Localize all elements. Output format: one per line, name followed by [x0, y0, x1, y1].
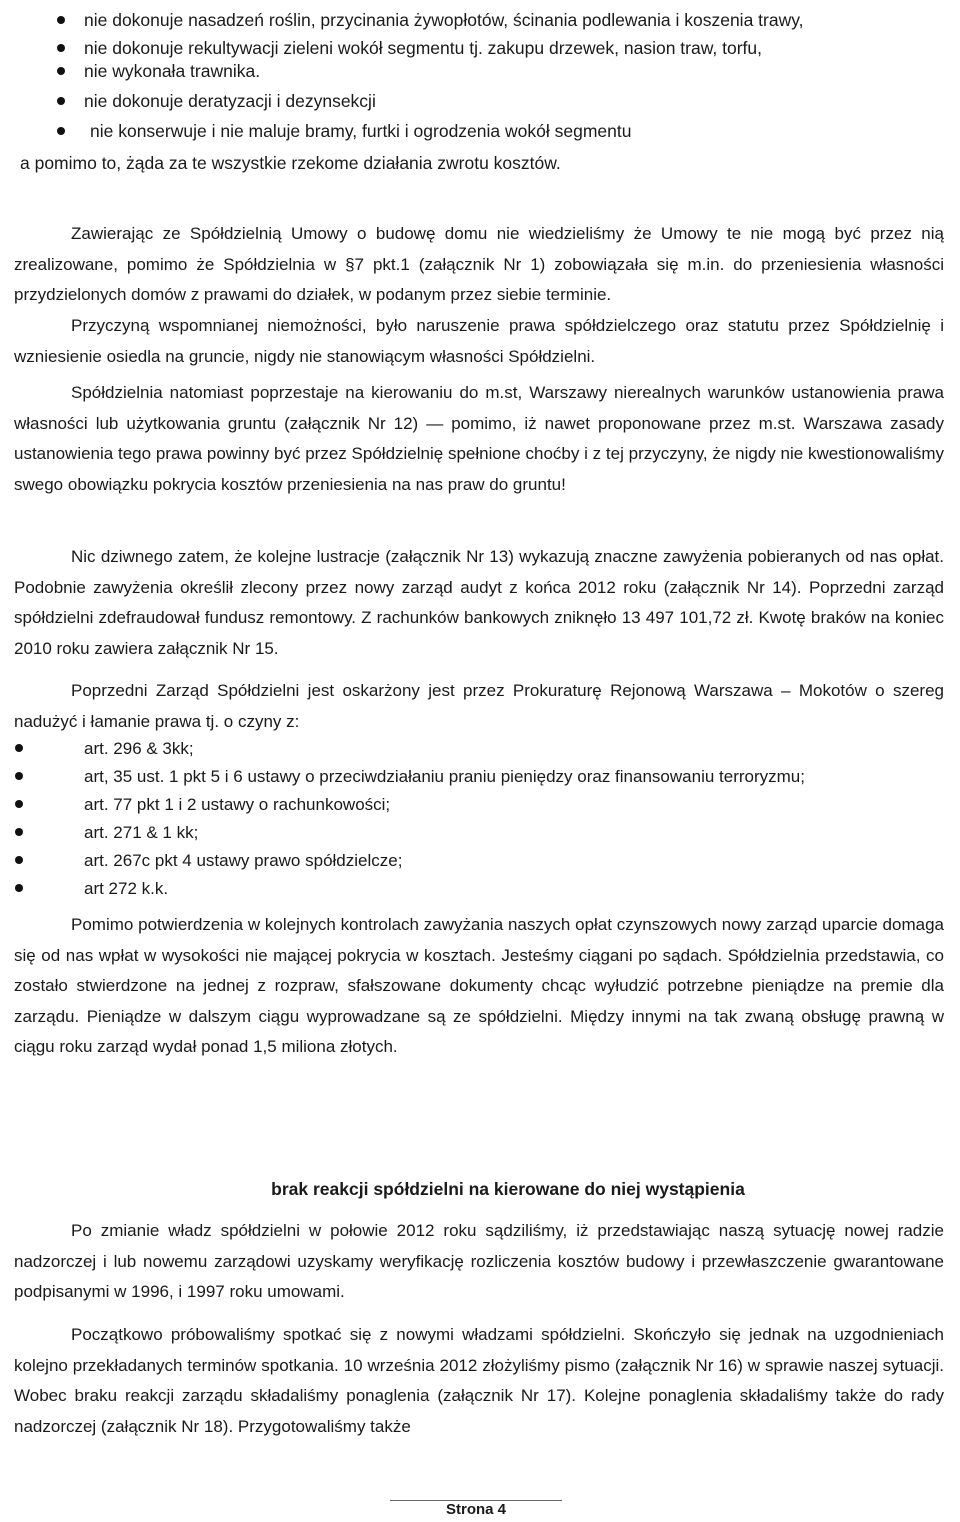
bullet-icon [57, 67, 65, 75]
paragraph-fees: Pomimo potwierdzenia w kolejnych kontrolach zawyżania naszych opłat czynszowych nowy zarząd uparcie domaga się od nas wpłat w wysokości nie mającej pokrycia w kosztach. Jesteśmy ciągani po sądach. Spółdzielnia przedstawia, co zostało stwierdzone na jednej z rozpraw, sfałszowane dokumenty chcąc wyłudzić potrzebne pieniądze na premie dla zarządu. Pieniądze w dalszym ciągu wyprowadzane są ze spółdzielni. Między innymi na tak zwaną obsługę prawną w ciągu roku zarząd wydał ponad 1,5 miliona złotych. [14, 915, 944, 1056]
page-number: Strona 4 [445, 1501, 506, 1518]
bullet-icon [15, 856, 23, 864]
list-continuation-text: a pomimo to, żąda za te wszystkie rzekome działania zwrotu kosztów. [20, 153, 561, 173]
bullet-icon [15, 744, 23, 752]
paragraph-meetings: Początkowo próbowaliśmy spotkać się z nowymi władzami spółdzielni. Skończyło się jednak na uzgodnieniach kolejno przekładanych terminów spotkania. 10 września 2012 złożyliśmy pismo (załącznik Nr 16) w sprawie naszej sytuacji. Wobec braku reakcji zarządu składaliśmy ponaglenia (załącznik Nr 17). Kolejne ponaglenia składaliśmy także do rady nadzorczej (załącznik Nr 18). Przygotowaliśmy także [14, 1325, 944, 1436]
list-item-text: art 272 k.k. [84, 879, 169, 898]
bullet-icon [15, 800, 23, 808]
bullet-icon [15, 772, 23, 780]
bullet-icon [15, 884, 23, 892]
list-item-text: nie dokonuje rekultywacji zieleni wokół segmentu tj. zakupu drzewek, nasion traw, torfu, [84, 38, 762, 58]
list-item-text: nie konserwuje i nie maluje bramy, furtki i ogrodzenia wokół segmentu [90, 121, 632, 141]
paragraph-impossibility: Przyczyną wspomnianej niemożności, było naruszenie prawa spółdzielczego oraz statutu przez Spółdzielnię i wzniesienie osiedla na gruncie, nigdy nie stanowiącym własności Spółdzielni. [14, 316, 944, 366]
list-item-text: art. 77 pkt 1 i 2 ustawy o rachunkowości; [84, 795, 391, 814]
list-item-text: art. 271 & 1 kk; [84, 823, 199, 842]
paragraph-new-authorities: Po zmianie władz spółdzielni w połowie 2012 roku sądziliśmy, iż przedstawiając naszą sytuację nowej radzie nadzorczej i lub nowemu zarządowi uzyskamy weryfikację rozliczenia kosztów budowy i przewłaszczenie gwarantowane podpisanymi w 1996, i 1997 roku umowami. [14, 1221, 944, 1301]
list-item-text: art, 35 ust. 1 pkt 5 i 6 ustawy o przeciwdziałaniu praniu pieniędzy oraz finansowaniu terroryzmu; [84, 767, 805, 786]
paragraph-land-rights: Spółdzielnia natomiast poprzestaje na kierowaniu do m.st, Warszawy nierealnych warunków ustanowienia prawa własności lub użytkowania gruntu (załącznik Nr 12) — pomimo, iż nawet proponowane przez m.st. Warszawa zasady ustanowienia tego prawa powinny być przez Spółdzielnię spełnione choćby i z tej przyczyny, że nigdy nie kwestionowaliśmy swego obowiązku pokrycia kosztów przeniesienia na nas praw do gruntu! [14, 383, 944, 494]
bullet-icon [57, 44, 65, 52]
list-item-text: art. 267c pkt 4 ustawy prawo spółdzielcze; [84, 851, 403, 870]
paragraph-audits: Nic dziwnego zatem, że kolejne lustracje (załącznik Nr 13) wykazują znaczne zawyżenia pobieranych od nas opłat. Podobnie zawyżenia określił zlecony przez nowy zarząd audyt z końca 2012 roku (załącznik Nr 14). Poprzedni zarząd spółdzielni zdefraudował fundusz remontowy. Z rachunków bankowych zniknęło 13 497 101,72 zł. Kwotę braków na koniec 2010 roku zawiera załącznik Nr 15. [14, 547, 944, 658]
list-item-text: nie dokonuje deratyzacji i dezynsekcji [84, 91, 376, 111]
bullet-icon [57, 127, 65, 135]
paragraph-contracts: Zawierając ze Spółdzielnią Umowy o budowę domu nie wiedzieliśmy że Umowy te nie mogą być przez nią zrealizowane, pomimo że Spółdzielnia w §7 pkt.1 (załącznik Nr 1) zobowiązała się m.in. do przeniesienia własności przydzielonych domów z prawami do działek, w podanym przez siebie terminie. [14, 224, 944, 304]
list-item-text: art. 296 & 3kk; [84, 739, 194, 758]
paragraph-prosecution: Poprzedni Zarząd Spółdzielni jest oskarżony jest przez Prokuraturę Rejonową Warszawa – Mokotów o szereg nadużyć i łamanie prawa tj. o czyny z: [14, 681, 944, 731]
bullet-icon [15, 828, 23, 836]
bullet-icon [57, 16, 65, 24]
list-item-text: nie wykonała trawnika. [84, 61, 261, 81]
list-item-text: nie dokonuje nasadzeń roślin, przycinania żywopłotów, ścinania podlewania i koszenia trawy, [84, 10, 804, 30]
bullet-icon [57, 97, 65, 105]
section-heading: brak reakcji spółdzielni na kierowane do niej wystąpienia [271, 1179, 745, 1199]
